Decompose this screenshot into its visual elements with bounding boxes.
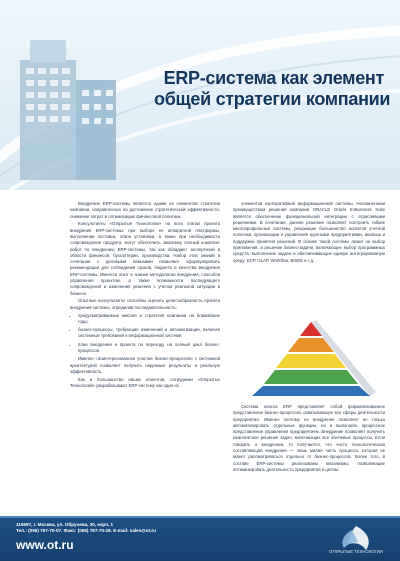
title-line-2: общей стратегии компании	[154, 89, 391, 109]
paragraph: Система класса ERP представляет собой формализованное представление бизнес-процессов, охватывающее все сферы деятельности предприятия. Именно поэтому ее внедрение позволяет не только автоматизировать отдельные функции, но и выполнить процессное представление управления предприятием. Внедрение позволяет получить комплексное решение задач, включающих все ключевые процессы. Если говорить о внедрении, то получается, что чисто технологическая составляющая внедрения — лишь малая часть процесса, которая не может рассматриваться отдельно от бизнес-процессов. Более того, в составе ERP-системы реализованы механизмы, позволяющие оптимизировать деятельность предприятия в целом.	[233, 404, 385, 472]
pyramid-level-processes	[276, 354, 346, 368]
pyramid-diagram	[246, 318, 376, 398]
paragraph: Опытные консультанты способны оценить целесообразность проекта внедрения системы, определив последовательность:	[70, 298, 220, 310]
website-link[interactable]: www.ot.ru	[16, 538, 74, 552]
right-column	[233, 201, 385, 265]
pyramid-level-accounting	[264, 370, 358, 384]
logo-text: ОТКРЫТЫЕ ТЕХНОЛОГИИ	[329, 549, 383, 554]
page-title	[154, 68, 391, 110]
paragraph: Как и большинство наших клиентов, сотрудники «Открытых Технологий» разрабатывают ERP-систему как один из	[70, 376, 220, 389]
right-column-lower	[233, 404, 385, 475]
list-item: • план внедрения и проекта по переходу на полный цикл бизнес-процессов.	[78, 342, 220, 355]
left-column	[70, 201, 220, 391]
paragraph: Внедрение ERP-системы является одним из элементов стратегии компании, направленных на достижение стратегической эффективности, снижение затрат и оптимизацию финансовой политики.	[70, 201, 220, 219]
list-item: • предусматриваемые миссия и стратегия компании на ближайшие годы;	[78, 313, 220, 326]
building-image	[20, 40, 116, 180]
list-item: • бизнес-процессы, требующие изменений и автоматизации, включая системные требования к информационной системе;	[78, 327, 220, 340]
paragraph: Консультанты «Открытые Технологии» на всех этапах проекта внедрения ERP-системы: при выборе ее аппаратной платформы, выполнении поставок, этапа установки, а также при необходимости сопровождения продукта, могут обеспечить заказчику полный комплекс работ по внедрению ERP-системы, так как обладают экспертизой в области финансов, бухгалтерии, производства. Набор этих знаний в сочетании с деловыми навыками позволяет сформулировать рекомендации для соблюдения сроков, бюджета и качества внедрения ERP-системы. Имеется опыт и знание методологии внедрения, способов управления проектом, а также возможности последующего сопровождения и изменения решения с учетом реальной ситуации в бизнесе.	[70, 221, 220, 296]
footer-address: 119997, г. Москва, ул. Обручева, 30, корп. 1	[16, 522, 114, 527]
pyramid-level-infrastructure	[252, 386, 370, 396]
footer-address-block	[16, 522, 156, 534]
title-line-1: ERP-система как элемент	[163, 68, 384, 88]
footer-divider	[0, 516, 400, 518]
paragraph: Именно «Заинтересованное участие бизнес-процессов» с системной архитектурой позволяет получить надежные результаты и реальную эффективность.	[70, 356, 220, 374]
footer-contacts: Тел.: (095) 787-70-07. Факс: (095) 787-70-28. E-mail: sales@ot.ru	[16, 528, 156, 534]
paragraph: элементов корпоративной информационной системы. Несомненным преимуществом решения компании ORACLE Oracle E-Business Suite является обеспечение функциональной интеграции с отраслевыми решениями. В сочетании, данное решение позволяет построить гибкие многопрофильные системы, решающие большинство аспектов учетной политики, организации и управления крупными предприятиями, анализа и поддержки принятия решений. В основе такой системы лежит не выбор приложения, а решение бизнес-задачи, включающее выбор программных средств, выполнение задачи и обеспечивающих единую интегрированную среду: ЕСР, OLAP, Workflow, BISEE и т.д.	[233, 201, 385, 263]
bullet-list	[70, 313, 220, 355]
